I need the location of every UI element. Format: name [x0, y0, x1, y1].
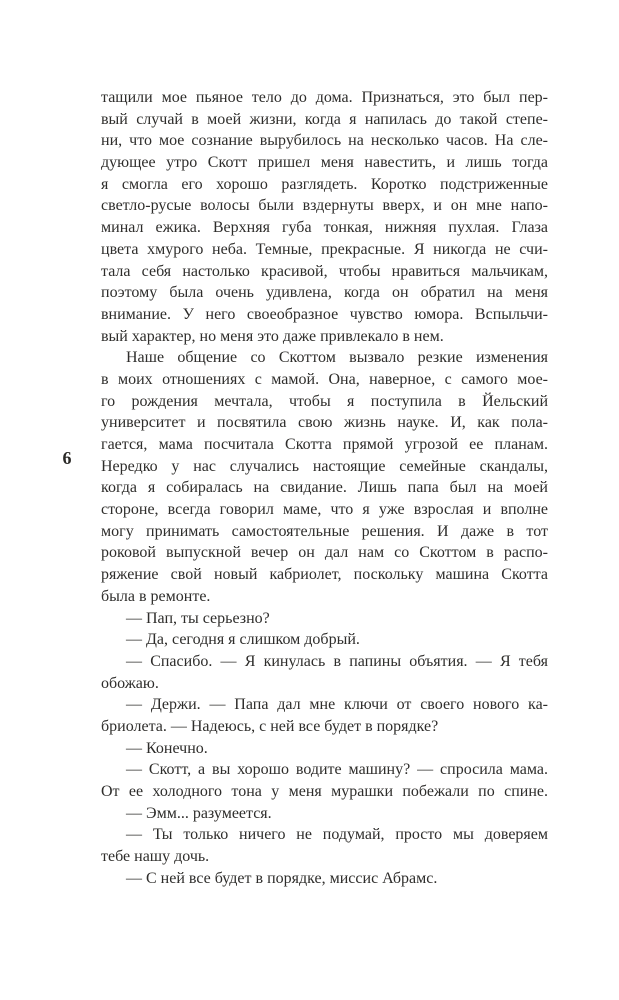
text-line: го рождения мечтала, чтобы я поступила в Йельский: [101, 392, 548, 410]
text-line: Наше общение со Скоттом вызвало резкие изменения: [126, 349, 548, 367]
paragraph: [101, 347, 548, 607]
text-line: — Ты только ничего не подумай, просто мы доверяем: [126, 826, 548, 844]
text-line: — Да, сегодня я слишком добрый.: [126, 631, 360, 649]
paragraph: [101, 651, 548, 694]
paragraph: [101, 868, 548, 890]
paragraph: [101, 608, 548, 630]
text-line: стороне, всегда говорил маме, что я уже взрослая и вполне: [101, 501, 548, 519]
text-line: ни, что мое сознание вырубилось на несколько часов. На сле-: [101, 132, 548, 150]
text-line: роковой выпускной вечер он дал нам со Скоттом в распо-: [101, 544, 548, 562]
text-line: когда я собиралась на свидание. Лишь папа был на моей: [101, 479, 548, 497]
text-line: — Спасибо. — Я кинулась в папины объятия. — Я тебя: [126, 652, 548, 670]
text-line: минал ежика. Верхняя губа тонкая, нижняя пухлая. Глаза: [101, 219, 548, 237]
text-block: [101, 87, 548, 889]
page-number: 6: [62, 448, 72, 468]
text-line: я смогла его хорошо разглядеть. Коротко подстриженные: [101, 175, 548, 193]
paragraph: [101, 803, 548, 825]
text-line: обожаю.: [101, 674, 159, 692]
text-line: вый характер, но меня это даже привлекало в нем.: [101, 327, 444, 345]
text-line: тащили мое пьяное тело до дома. Признаться, это был пер-: [101, 89, 548, 106]
text-line: бриолета. — Надеюсь, с ней все будет в порядке?: [101, 717, 439, 735]
text-line: — Пап, ты серьезно?: [126, 609, 270, 627]
text-line: — Эмм... разумеется.: [126, 804, 272, 822]
paragraph: [101, 694, 548, 737]
paragraph: [101, 824, 548, 867]
text-line: — Конечно.: [126, 739, 208, 757]
text-line: тала себя настолько красивой, чтобы нравиться мальчикам,: [101, 262, 548, 280]
paragraph: [101, 738, 548, 760]
text-line: ряжение свой новый кабриолет, поскольку машина Скотта: [101, 566, 548, 584]
text-line: поэтому была очень удивлена, когда он обратил на меня: [101, 284, 548, 302]
text-line: Нередко у нас случались настоящие семейные скандалы,: [101, 457, 548, 475]
paragraph: [101, 759, 548, 802]
text-line: — С ней все будет в порядке, миссис Абрамс.: [126, 869, 438, 887]
text-line: дующее утро Скотт пришел меня навестить, и лишь тогда: [101, 154, 548, 172]
text-line: была в ремонте.: [101, 587, 211, 605]
paragraph: [101, 87, 548, 347]
text-line: — Держи. — Папа дал мне ключи от своего нового ка-: [126, 696, 548, 714]
text-line: вый случай в моей жизни, когда я напилась до такой степе-: [101, 110, 548, 128]
paragraph: [101, 629, 548, 651]
text-line: могу принимать самостоятельные решения. И даже в тот: [101, 522, 548, 540]
text-line: гается, мама посчитала Скотта прямой угрозой ее планам.: [101, 436, 548, 453]
text-line: университет и посвятила свою жизнь науке. И, как пола-: [101, 414, 548, 432]
text-line: От ее холодного тона у меня мурашки побежали по спине.: [101, 783, 548, 800]
text-line: внимание. У него своеобразное чувство юмора. Вспыльчи-: [101, 305, 548, 323]
text-line: цвета хмурого неба. Темные, прекрасные. Я никогда не счи-: [101, 240, 548, 258]
text-line: — Скотт, а вы хорошо водите машину? — спросила мама.: [126, 761, 548, 779]
text-line: тебе нашу дочь.: [101, 848, 210, 866]
text-line: светло-русые волосы были вздернуты вверх, и он мне напо-: [101, 197, 548, 215]
text-line: в моих отношениях с мамой. Она, наверное, с самого мое-: [101, 370, 548, 388]
